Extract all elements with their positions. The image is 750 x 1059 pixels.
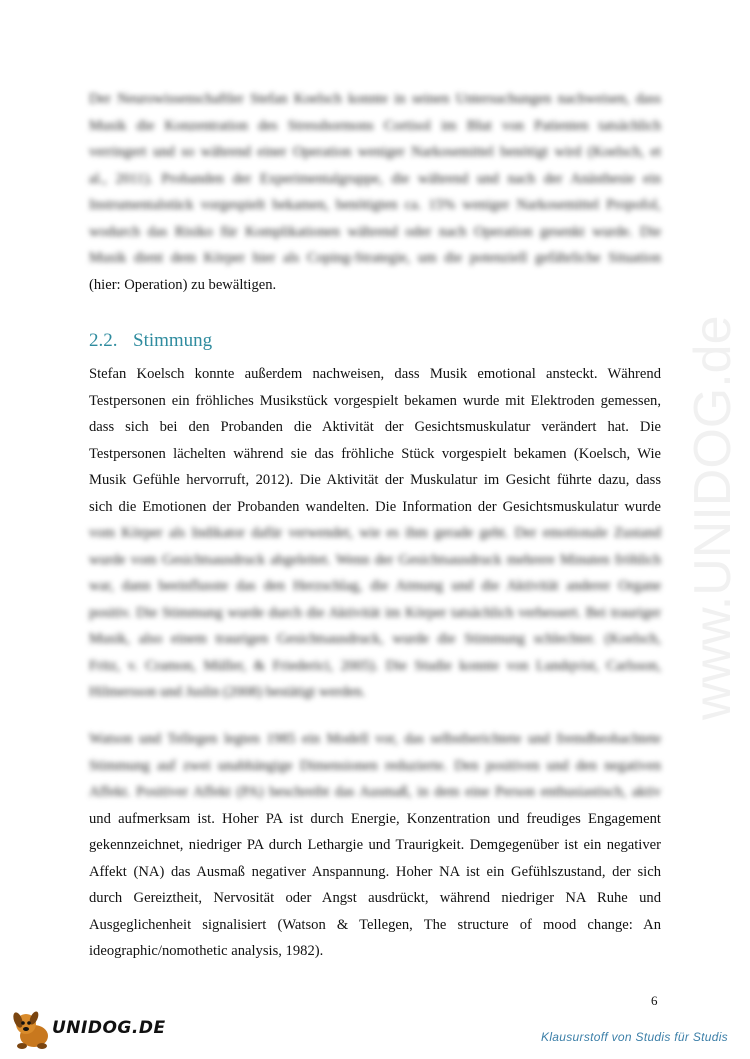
section-heading (89, 330, 212, 352)
paragraph-3-blurred (89, 726, 661, 806)
text-line: Testpersonen lächelten während sie das fröhliche Stück vorgespielt bekamen (Koelsch, Wie (89, 445, 661, 462)
footer-tagline: Klausurstoff von Studis für Studis (541, 1030, 728, 1044)
text-line: vom Körper als Indikator dafür verwendet, wie es ihm gerade geht. Der emotionale Zustand (89, 525, 661, 541)
text-line: verringert und so während einer Operation weniger Narkosemittel benötigt wird (Koelsch, et (89, 144, 661, 160)
text-line: Affekt. Positiver Affekt (PA) beschreibt das Ausmaß, in dem eine Person enthusiastisch, aktiv (89, 784, 661, 800)
dog-icon (8, 1008, 58, 1053)
text-line: durch Gereiztheit, Nervosität oder Angst ausdrückt, während niedriger NA Ruhe und (89, 890, 661, 906)
section-number: 2.2. (89, 330, 118, 351)
text-line: Musik dient dem Körper hier als Coping-Strategie, um die potenziell gefährliche Situation (89, 250, 661, 266)
text-line: ideographic/nomothetic analysis, 1982). (89, 943, 324, 959)
text-line: war, dann beeinflusste das den Herzschlag, die Atmung und die Aktivität anderer Organe (89, 578, 661, 594)
text-line: Instrumentalstück vorgespielt bekamen, benötigten ca. 15% weniger Narkosemittel Propofol, (89, 197, 661, 213)
paragraph-1-blurred (89, 86, 661, 272)
paragraph-2-blurred (89, 520, 661, 706)
text-line: dass sich bei den Probanden die Aktivität der Gesichtsmuskulatur verändert hat. Die (89, 419, 661, 435)
paragraph-1 (89, 86, 661, 298)
text-line: Hilmersson und Juslin (2008) bestätigt werden. (89, 684, 366, 700)
page-number: 6 (651, 993, 658, 1008)
watermark-text: www.UNIDOG.de (684, 315, 742, 720)
text-line: Stimmung auf zwei unabhängige Dimensionen reduzierte. Den positiven und den negativen (89, 757, 661, 774)
logo-text: UNIDOG.DE (52, 1018, 166, 1038)
text-line: Der Neurowissenschaftler Stefan Koelsch konnte in seinen Untersuchungen nachweisen, dass (89, 91, 661, 107)
text-line: sich die Emotionen der Probanden wandelten. Die Information der Gesichtsmuskulatur wurde (89, 498, 661, 515)
text-line: al., 2011). Probanden der Experimentalgruppe, die während und nach der Anästhesie ein (89, 170, 661, 187)
text-line: gekennzeichnet, niedriger PA durch Lethargie und Traurigkeit. Demgegenüber ist ein negativer (89, 837, 661, 853)
text-line: Stefan Koelsch konnte außerdem nachweisen, dass Musik emotional ansteckt. Während (89, 366, 661, 382)
text-line: wurde vom Gesichtsausdruck abgeleitet. Wenn der Gesichtsausdruck mehrere Minuten fröhlich (89, 551, 661, 568)
text-line: Ausgeglichenheit signalisiert (Watson & Tellegen, The structure of mood change: An (89, 916, 661, 933)
paragraph-3 (89, 726, 661, 965)
text-line: wodurch das Risiko für Komplikationen während oder nach Operation gesenkt wurde. Die (89, 223, 661, 240)
text-line: Musik Gefühle hervorruft, 2012). Die Aktivität der Muskulatur im Gesicht führte dazu, dass (89, 472, 661, 488)
text-line: (hier: Operation) zu bewältigen. (89, 276, 277, 293)
text-line: Watson und Tellegen legten 1985 ein Modell vor, das selbstberichtete und fremdbeobachtete (89, 731, 661, 747)
text-line: Affekt (NA) das Ausmaß negativer Anspannung. Hoher NA ist ein Gefühlszustand, der sich (89, 863, 661, 880)
text-line: Testpersonen ein fröhliches Musikstück vorgespielt bekamen wurde mit Elektroden gemessen, (89, 392, 661, 409)
text-line: Musik, also einem traurigen Gesichtsausdruck, wurde die Stimmung schlechter. (Koelsch, (89, 631, 661, 647)
text-line: und aufmerksam ist. Hoher PA ist durch Energie, Konzentration und freudiges Engagement (89, 810, 661, 827)
section-title: Stimmung (133, 330, 213, 351)
paragraph-2 (89, 361, 661, 706)
text-line: Musik die Konzentration des Stresshormons Cortisol im Blut von Patienten tatsächlich (89, 117, 661, 134)
text-line: positiv. Die Stimmung wurde durch die Aktivität im Körper tatsächlich verbessert. Bei trauriger (89, 604, 661, 621)
text-line: Fritz, v. Cramon, Müller, & Friederici, 2005). Die Studie konnte von Lundqvist, Carlsson, (89, 657, 661, 674)
